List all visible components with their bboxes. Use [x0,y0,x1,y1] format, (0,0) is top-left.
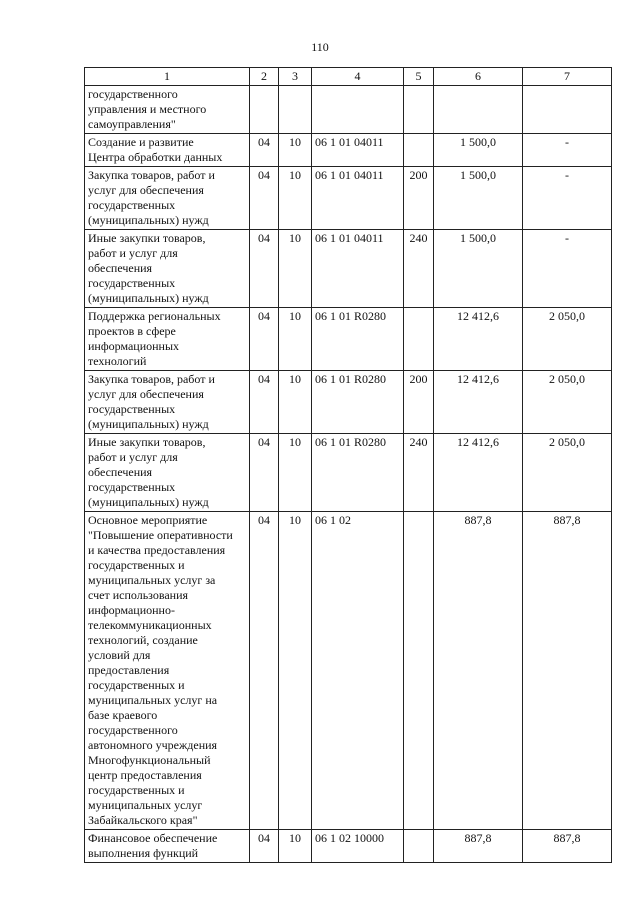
row-name: Иные закупки товаров, работ и услуг для обеспечения государственных (муниципальных) нужд [85,434,250,512]
row-target-code: 06 1 01 R0280 [312,434,404,512]
row-subsection: 10 [279,371,312,434]
row-amount-1: 12 412,6 [434,371,523,434]
row-name: Иные закупки товаров, работ и услуг для обеспечения государственных (муниципальных) нужд [85,230,250,308]
row-name: Закупка товаров, работ и услуг для обеспечения государственных (муниципальных) нужд [85,167,250,230]
row-amount-2: - [523,230,612,308]
table-row [85,371,612,434]
row-expense-type: 240 [404,434,434,512]
row-target-code [312,86,404,134]
row-subsection: 10 [279,308,312,371]
row-expense-type [404,512,434,830]
row-name: государственного управления и местного самоуправления" [85,86,250,134]
row-target-code: 06 1 01 04011 [312,167,404,230]
row-subsection: 10 [279,167,312,230]
column-header-4: 4 [312,68,404,86]
row-name: Поддержка региональных проектов в сфере информационных технологий [85,308,250,371]
row-expense-type [404,830,434,863]
table-row [85,512,612,830]
table-row [85,308,612,371]
row-amount-2: 2 050,0 [523,308,612,371]
row-amount-2: 887,8 [523,512,612,830]
row-amount-1: 887,8 [434,830,523,863]
row-amount-1: 1 500,0 [434,230,523,308]
row-section: 04 [250,134,279,167]
row-target-code: 06 1 02 10000 [312,830,404,863]
row-section: 04 [250,434,279,512]
row-expense-type: 200 [404,167,434,230]
row-section: 04 [250,230,279,308]
budget-table [84,67,612,863]
row-expense-type: 240 [404,230,434,308]
row-section: 04 [250,371,279,434]
row-target-code: 06 1 01 R0280 [312,308,404,371]
row-subsection [279,86,312,134]
row-amount-2 [523,86,612,134]
column-header-5: 5 [404,68,434,86]
row-name: Финансовое обеспечение выполнения функций [85,830,250,863]
column-header-3: 3 [279,68,312,86]
row-amount-1: 1 500,0 [434,134,523,167]
row-amount-1: 12 412,6 [434,308,523,371]
row-expense-type: 200 [404,371,434,434]
row-expense-type [404,86,434,134]
row-amount-2: - [523,134,612,167]
row-amount-1: 887,8 [434,512,523,830]
table-row [85,86,612,134]
row-section: 04 [250,830,279,863]
row-subsection: 10 [279,134,312,167]
row-amount-2: 2 050,0 [523,371,612,434]
column-header-6: 6 [434,68,523,86]
row-section: 04 [250,512,279,830]
row-expense-type [404,308,434,371]
row-name: Закупка товаров, работ и услуг для обеспечения государственных (муниципальных) нужд [85,371,250,434]
row-amount-2: 2 050,0 [523,434,612,512]
row-name: Основное мероприятие "Повышение оперативности и качества предоставления государственных и муниципальных услуг за счет использования информационно- телекоммуникационных технологий, создание условий для предоставления государственных и муниципальных услуг на базе краевого государственного автономного учреждения Многофункциональный центр предоставления государственных и муниципальных услуг Забайкальского края" [85,512,250,830]
table-row [85,134,612,167]
table-header-row [85,68,612,86]
row-name: Создание и развитие Центра обработки данных [85,134,250,167]
row-amount-1 [434,86,523,134]
column-header-7: 7 [523,68,612,86]
page-number: 110 [311,40,329,54]
row-section: 04 [250,308,279,371]
row-subsection: 10 [279,830,312,863]
row-target-code: 06 1 01 04011 [312,230,404,308]
row-target-code: 06 1 01 04011 [312,134,404,167]
row-expense-type [404,134,434,167]
row-subsection: 10 [279,512,312,830]
row-amount-2: - [523,167,612,230]
row-amount-2: 887,8 [523,830,612,863]
column-header-2: 2 [250,68,279,86]
row-target-code: 06 1 02 [312,512,404,830]
row-subsection: 10 [279,434,312,512]
column-header-1: 1 [85,68,250,86]
row-amount-1: 12 412,6 [434,434,523,512]
table-row [85,830,612,863]
table-row [85,434,612,512]
row-section [250,86,279,134]
row-section: 04 [250,167,279,230]
row-amount-1: 1 500,0 [434,167,523,230]
table-row [85,230,612,308]
row-target-code: 06 1 01 R0280 [312,371,404,434]
row-subsection: 10 [279,230,312,308]
table-row [85,167,612,230]
